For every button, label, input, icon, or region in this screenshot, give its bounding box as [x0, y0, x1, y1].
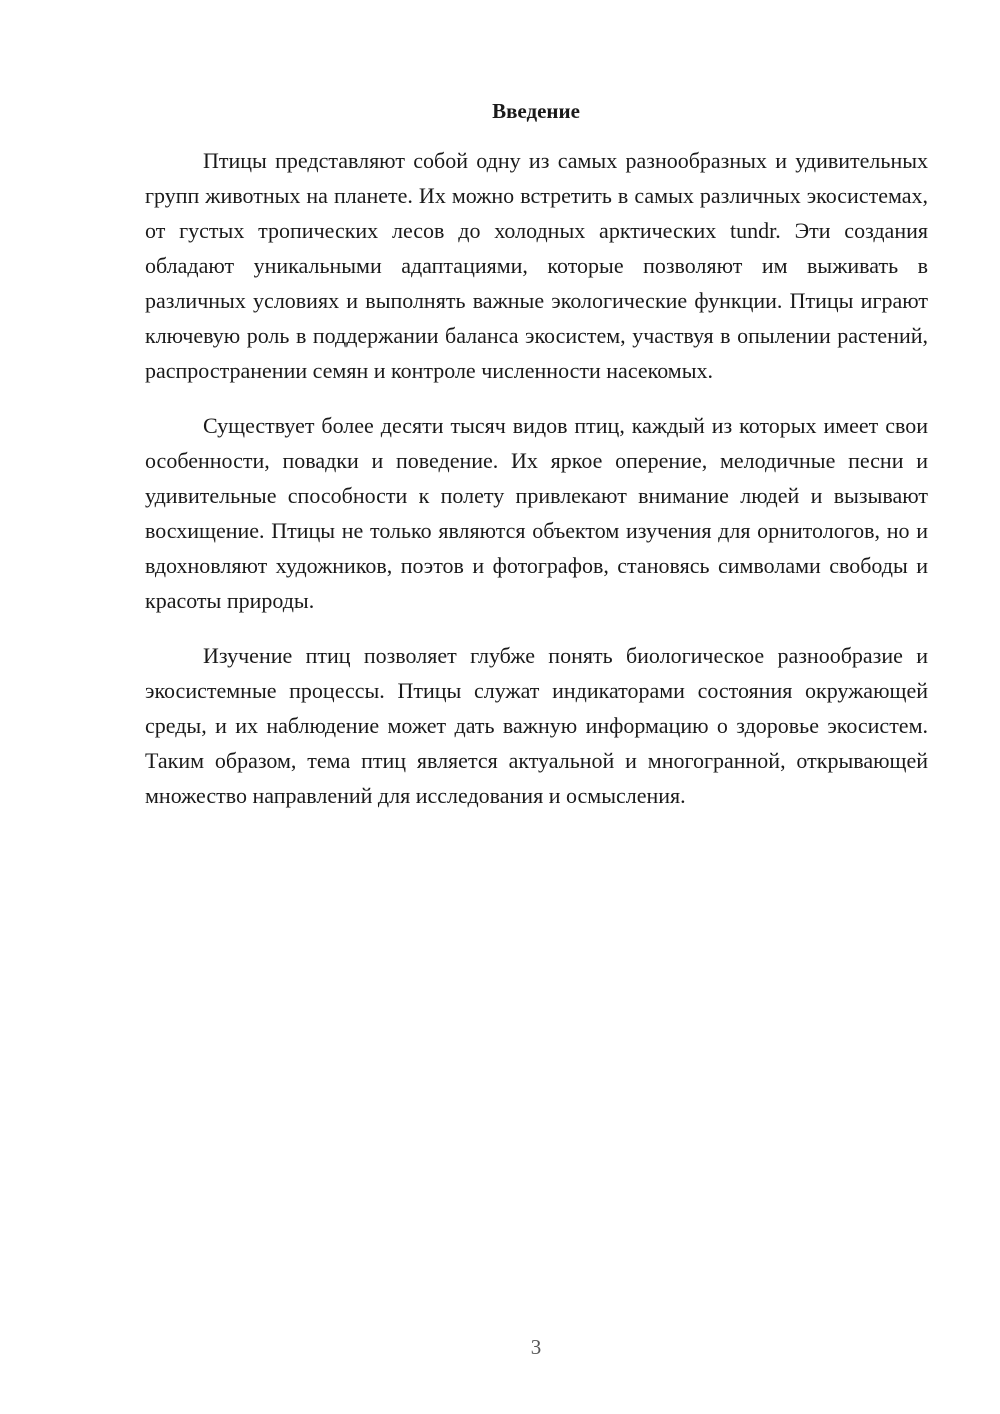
paragraph-3: Изучение птиц позволяет глубже понять биологическое разнообразие и экосистемные процессы. Птицы служат индикаторами состояния окружающей среды, и их наблюдение может дать важную информацию о здоровье экосистем. Таким образом, тема птиц является актуальной и многогранной, открывающей множество направлений для исследования и осмысления. — [145, 643, 928, 808]
page-number: 3 — [530, 1335, 542, 1359]
page-heading: Введение — [492, 99, 580, 123]
paragraph-1: Птицы представляют собой одну из самых разнообразных и удивительных групп животных на планете. Их можно встретить в самых различных экосистемах, от густых тропических лесов до холодных арктических tundr. Эти создания обладают уникальными адаптациями, которые позволяют им выживать в различных условиях и выполнять важные экологические функции. Птицы играют ключевую роль в поддержании баланса экосистем, участвуя в опылении растений, распространении семян и контроле численности насекомых. — [145, 148, 928, 383]
document-body — [145, 143, 928, 833]
paragraph-2: Существует более десяти тысяч видов птиц, каждый из которых имеет свои особенности, повадки и поведение. Их яркое оперение, мелодичные песни и удивительные способности к полету привлекают внимание людей и вызывают восхищение. Птицы не только являются объектом изучения для орнитологов, но и вдохновляют художников, поэтов и фотографов, становясь символами свободы и красоты природы. — [145, 413, 928, 613]
